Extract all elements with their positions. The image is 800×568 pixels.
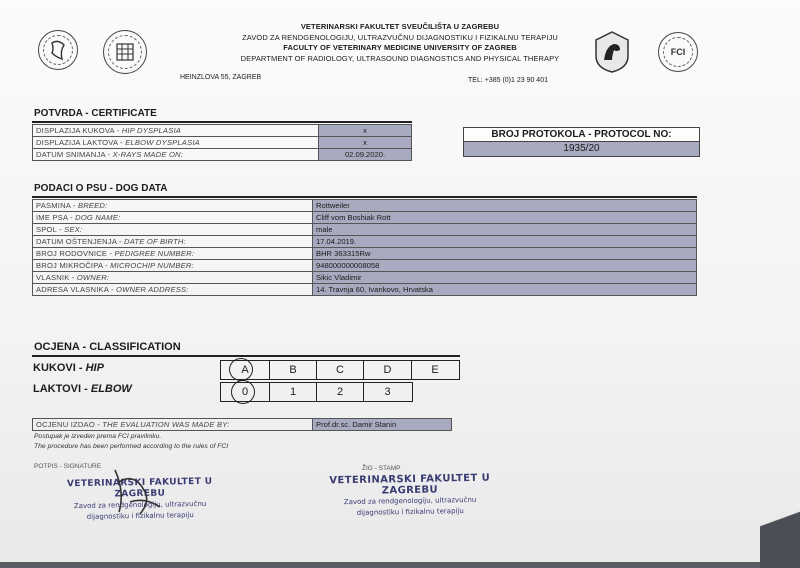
evaluated-by-label: OCJENU IZDAO - THE EVALUATION WAS MADE BY: bbox=[33, 419, 313, 431]
table-row bbox=[33, 419, 452, 431]
hip-grade-a: A bbox=[221, 361, 270, 379]
sex-value: male bbox=[313, 224, 697, 236]
elbow-label: LAKTOVI - ELBOW bbox=[33, 383, 132, 395]
classification-title: OCJENA - CLASSIFICATION bbox=[34, 341, 181, 353]
pedigree-number-label: BROJ RODOVNICE - PEDIGREE NUMBER: bbox=[33, 248, 313, 260]
stamp-label: ŽIG - STAMP bbox=[362, 465, 401, 472]
breed-value: Rottweiler bbox=[313, 200, 697, 212]
header-line-3: FACULTY OF VETERINARY MEDICINE UNIVERSITY OF ZAGREB bbox=[283, 43, 517, 52]
header-line-4: DEPARTMENT OF RADIOLOGY, ULTRASOUND DIAGNOSTICS AND PHYSICAL THERAPY bbox=[240, 53, 560, 63]
table-row bbox=[33, 125, 412, 137]
hip-grade-e: E bbox=[431, 364, 439, 376]
owner-label: VLASNIK - OWNER: bbox=[33, 272, 313, 284]
hip-label: KUKOVI - HIP bbox=[33, 362, 104, 374]
hip-grade-d: D bbox=[364, 361, 412, 379]
stamp-line-3: dijagnostiku i fizikalnu terapiju bbox=[86, 511, 194, 521]
dog-data-table bbox=[32, 199, 697, 296]
stamp-line-1: VETERINARSKI FAKULTET U ZAGREBU bbox=[66, 476, 213, 500]
protocol-label: BROJ PROTOKOLA - PROTOCOL NO: bbox=[463, 127, 700, 142]
table-row bbox=[33, 284, 697, 296]
address-text: HEINZLOVA 55, ZAGREB bbox=[180, 74, 262, 81]
owner-value: Sikic Vladimir bbox=[313, 272, 697, 284]
hip-grade-c: C bbox=[317, 361, 364, 379]
hip-grade-b: B bbox=[270, 361, 317, 379]
elbow-dysplasia-value: x bbox=[319, 137, 412, 149]
microchip-label: BROJ MIKROČIPA - MICROCHIP NUMBER: bbox=[33, 260, 313, 272]
official-stamp bbox=[300, 472, 521, 520]
table-row bbox=[33, 236, 697, 248]
official-stamp-line-2: Zavod za rendgenologiju, ultrazvučnu bbox=[343, 495, 477, 507]
elbow-grade-selected-circle bbox=[231, 380, 255, 404]
dog-data-title: PODACI O PSU - DOG DATA bbox=[34, 183, 168, 194]
dog-name-label: IME PSA - DOG NAME: bbox=[33, 212, 313, 224]
elbow-grade-0: 0 bbox=[221, 383, 270, 401]
table-row bbox=[33, 248, 697, 260]
phone-text: TEL: +385 (0)1 23 90 401 bbox=[468, 77, 548, 84]
hip-grade-row bbox=[220, 360, 460, 380]
header-line-2: ZAVOD ZA RENDGENOLOGIJU, ULTRAZVUČNU DIJAGNOSTIKU I FIZIKALNU TERAPIJU bbox=[242, 32, 558, 42]
birth-date-value: 17.04.2019. bbox=[313, 236, 697, 248]
fci-note-en: The procedure has been performed according to the rules of FCI bbox=[34, 443, 229, 450]
official-stamp-line-3: dijagnostiku i fizikalnu terapiju bbox=[356, 507, 464, 517]
xray-date-label: DATUM SNIMANJA - X-RAYS MADE ON: bbox=[33, 149, 319, 161]
dog-data-title-underline bbox=[32, 196, 697, 198]
sex-label: SPOL - SEX: bbox=[33, 224, 313, 236]
table-row bbox=[33, 137, 412, 149]
protocol-box bbox=[463, 127, 700, 157]
microchip-value: 948000000008058 bbox=[313, 260, 697, 272]
hip-dysplasia-label: DISPLAZIJA KUKOVA - HIP DYSPLASIA bbox=[33, 125, 319, 137]
xray-date-value: 02.09.2020. bbox=[319, 149, 412, 161]
hip-dysplasia-value: x bbox=[319, 125, 412, 137]
handwritten-signature bbox=[95, 462, 175, 522]
owner-address-value: 14. Travnja 60, Ivankovo, Hrvatska bbox=[313, 284, 697, 296]
evaluation-table bbox=[32, 418, 452, 431]
official-stamp-line-1: VETERINARSKI FAKULTET U ZAGREBU bbox=[329, 472, 491, 497]
dog-name-value: Cliff vom Boshiak Rott bbox=[313, 212, 697, 224]
breed-label: PASMINA - BREED: bbox=[33, 200, 313, 212]
pedigree-number-value: BHR 363315Rw bbox=[313, 248, 697, 260]
table-row bbox=[33, 224, 697, 236]
institution-header bbox=[0, 22, 800, 64]
table-row bbox=[33, 200, 697, 212]
birth-date-label: DATUM OŠTENJENJA - DATE OF BIRTH: bbox=[33, 236, 313, 248]
hip-grade-selected-circle bbox=[229, 358, 253, 381]
certificate-title-underline bbox=[32, 121, 412, 123]
table-row bbox=[33, 149, 412, 161]
background-corner bbox=[760, 488, 800, 568]
header-line-1: VETERINARSKI FAKULTET SVEUČILIŠTA U ZAGREBU bbox=[300, 22, 500, 31]
protocol-number: 1935/20 bbox=[463, 142, 700, 157]
elbow-grade-3: 3 bbox=[384, 386, 391, 398]
fci-note-hr: Postupak je izveden prema FCI pravilniku. bbox=[34, 433, 162, 440]
table-row bbox=[33, 260, 697, 272]
certificate-title: POTVRDA - CERTIFICATE bbox=[34, 108, 157, 119]
elbow-grade-2: 2 bbox=[317, 383, 364, 401]
classification-title-underline bbox=[32, 355, 460, 357]
owner-address-label: ADRESA VLASNIKA - OWNER ADDRESS: bbox=[33, 284, 313, 296]
table-row bbox=[33, 212, 697, 224]
stamp-line-2: Zavod za rendgenologiju, ultrazvučnu bbox=[73, 499, 207, 511]
evaluated-by-value: Prof.dr.sc. Damir Stanin bbox=[313, 419, 452, 431]
signature-label: POTPIS - SIGNATURE bbox=[34, 463, 102, 470]
elbow-dysplasia-label: DISPLAZIJA LAKTOVA - ELBOW DYSPLASIA bbox=[33, 137, 319, 149]
elbow-grade-1: 1 bbox=[270, 383, 317, 401]
fci-logo-text: FCI bbox=[670, 47, 686, 57]
certificate-table bbox=[32, 124, 412, 161]
table-row bbox=[33, 272, 697, 284]
